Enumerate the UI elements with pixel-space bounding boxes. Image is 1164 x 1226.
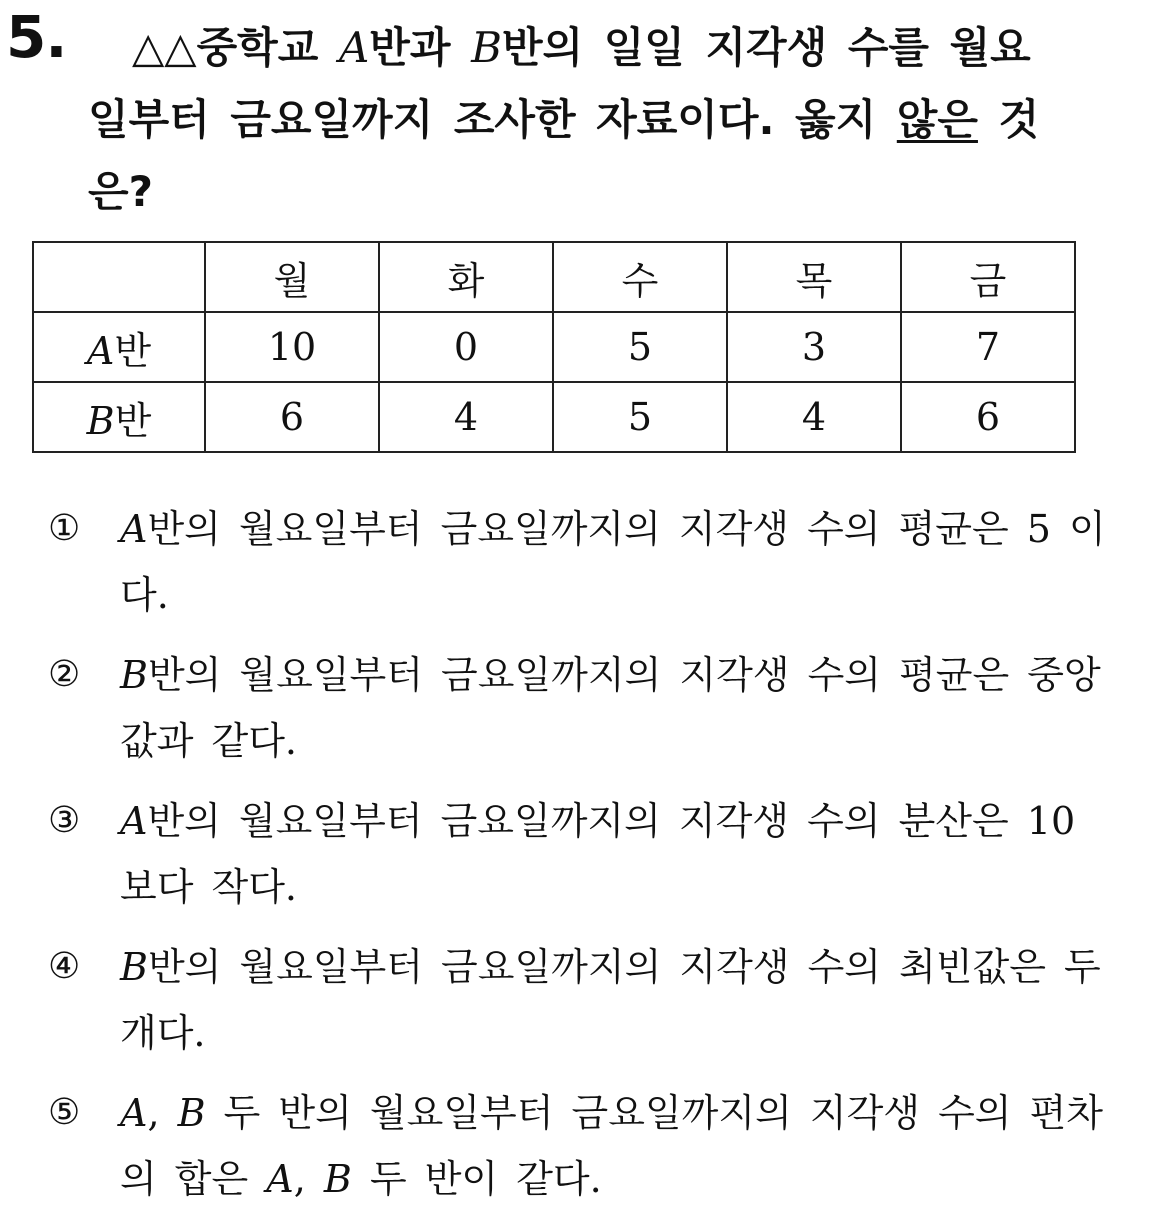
table-cell: 5 [553, 312, 727, 382]
late-students-table [32, 241, 1076, 453]
table-header-cell: 월 [205, 242, 379, 312]
choice-marker: ① [48, 508, 81, 549]
choice-sep: , [147, 1091, 178, 1135]
choice-var: B [177, 1091, 206, 1135]
table-cell: 10 [205, 312, 379, 382]
choice-1[interactable] [48, 496, 1108, 628]
table-cell: 4 [379, 382, 553, 452]
choice-text: 반의 월요일부터 금요일까지의 지각생 수의 평균은 5 이다. [120, 507, 1106, 617]
stem-emphasis: 않은 [896, 95, 978, 144]
table-row [33, 382, 1075, 452]
table-cell: 3 [727, 312, 901, 382]
table-cell: 0 [379, 312, 553, 382]
stem-mid-1: 반과 [369, 23, 472, 72]
choice-marker: ③ [48, 800, 81, 841]
table-cell: 5 [553, 382, 727, 452]
choice-marker: ② [48, 654, 81, 695]
stem-line-2 [88, 84, 1118, 156]
choice-var: A [120, 1091, 148, 1135]
stem-line-1 [88, 12, 1118, 84]
table-header-cell: 수 [553, 242, 727, 312]
choice-text: 반의 월요일부터 금요일까지의 지각생 수의 분산은 10보다 작다. [120, 799, 1076, 909]
stem-mid-2: 반의 일일 지각생 수를 월요 [501, 23, 1031, 72]
choice-text: 반의 월요일부터 금요일까지의 지각생 수의 최빈값은 두 개다. [120, 945, 1101, 1055]
choice-sep: , [293, 1157, 324, 1201]
choice-4[interactable] [48, 934, 1108, 1066]
table-row [33, 312, 1075, 382]
choice-marker: ⑤ [48, 1092, 81, 1133]
stem-prefix: △△중학교 [132, 23, 339, 72]
choice-text: 두 반의 월요일부터 금요일까지의 지각생 수의 편차의 합은 [120, 1091, 1103, 1201]
table-header-cell [33, 242, 205, 312]
stem-line-2-text: 일부터 금요일까지 조사한 자료이다. 옳지 [88, 95, 897, 144]
choice-var: B [120, 653, 148, 697]
answer-choices [48, 496, 1108, 1226]
choice-text: 두 반이 같다. [351, 1157, 602, 1201]
row-label-suffix: 반 [114, 328, 152, 373]
table-header-cell: 화 [379, 242, 553, 312]
row-label-class-a [33, 312, 205, 382]
choice-text: 반의 월요일부터 금요일까지의 지각생 수의 평균은 중앙값과 같다. [120, 653, 1101, 763]
choice-3[interactable] [48, 788, 1108, 920]
row-label-class-b [33, 382, 205, 452]
choice-var: A [120, 799, 148, 843]
choice-marker: ④ [48, 946, 81, 987]
choice-2[interactable] [48, 642, 1108, 774]
table-cell: 7 [901, 312, 1075, 382]
choice-5[interactable] [48, 1080, 1108, 1212]
choice-var: A [120, 507, 148, 551]
table-header-row [33, 242, 1075, 312]
row-label-var: A [86, 328, 115, 373]
table-cell: 6 [205, 382, 379, 452]
row-label-var: B [86, 398, 115, 443]
table-cell: 6 [901, 382, 1075, 452]
table-cell: 4 [727, 382, 901, 452]
row-label-suffix: 반 [114, 398, 152, 443]
choice-var: A [266, 1157, 294, 1201]
question-number: 5. [6, 3, 67, 71]
stem-line-3: 은? [88, 167, 153, 216]
choice-var: B [323, 1157, 352, 1201]
class-b-var: B [471, 23, 502, 72]
class-a-var: A [338, 23, 370, 72]
stem-end: 것 [977, 95, 1040, 144]
choice-var: B [120, 945, 148, 989]
table-header-cell: 목 [727, 242, 901, 312]
question-stem [88, 12, 1118, 228]
table-header-cell: 금 [901, 242, 1075, 312]
